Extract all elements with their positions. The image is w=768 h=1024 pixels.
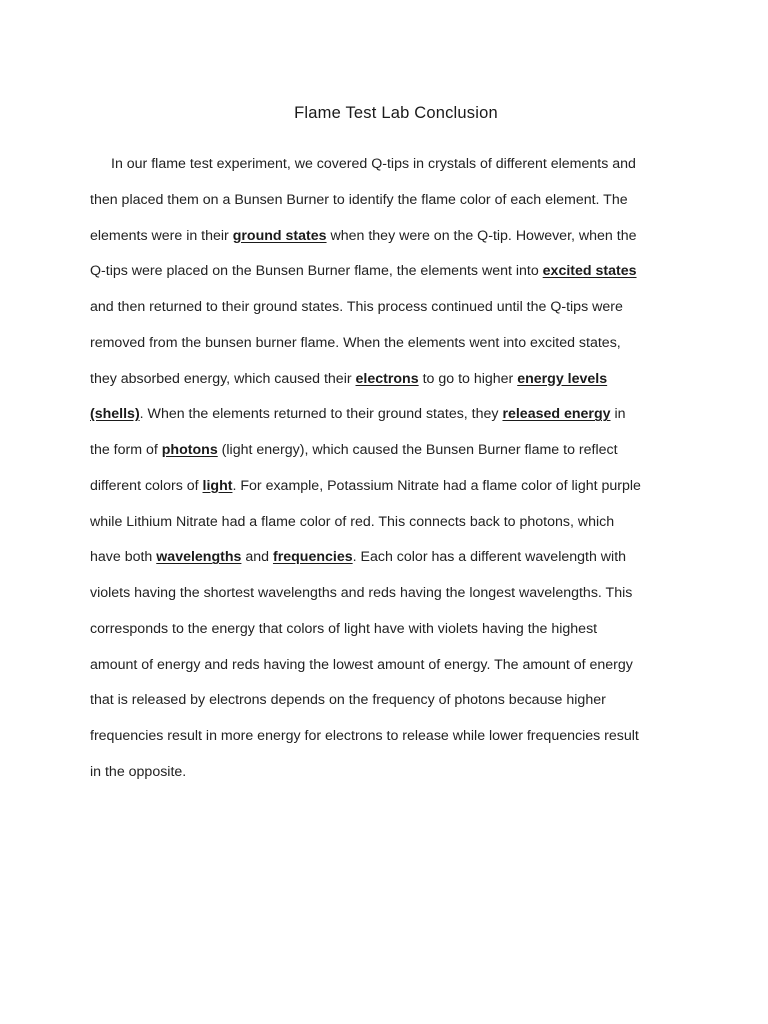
paragraph-line: [90, 612, 690, 648]
text-run: while Lithium Nitrate had a flame color of red. This connects back to photons, which: [90, 513, 615, 530]
paragraph-line: [90, 648, 690, 684]
paragraph-line: [90, 254, 690, 290]
paragraph-line: [90, 540, 690, 576]
text-run: different colors of: [90, 477, 203, 494]
paragraph-line: [90, 719, 690, 755]
text-run: removed from the bunsen burner flame. When the elements went into excited states,: [90, 334, 621, 351]
text-run: . Each color has a different wavelength with: [352, 549, 627, 566]
paragraph-line: [90, 290, 690, 326]
key-term: (shells): [90, 406, 140, 423]
text-run: then placed them on a Bunsen Burner to identify the flame color of each element. The: [90, 191, 628, 208]
text-run: the form of: [90, 442, 162, 458]
text-run: have both: [90, 549, 157, 566]
conclusion-paragraph: [90, 147, 690, 791]
paragraph-line: [90, 755, 690, 791]
text-run: corresponds to the energy that colors of light have with violets having the highest: [90, 620, 598, 637]
text-run: when they were on the Q-tip. However, when the: [326, 227, 637, 244]
key-term: excited states: [542, 263, 637, 280]
key-term: light: [202, 477, 233, 494]
paragraph-line: [90, 505, 690, 541]
document-title: Flame Test Lab Conclusion: [294, 104, 498, 122]
paragraph-line: [90, 469, 690, 505]
text-run: and: [241, 549, 273, 566]
text-run: that is released by electrons depends on the frequency of photons because higher: [90, 692, 606, 709]
key-term: released energy: [502, 406, 611, 423]
text-run: in: [610, 406, 626, 423]
text-run: Q-tips were placed on the Bunsen Burner flame, the elements went into: [90, 263, 543, 280]
text-run: In our flame test experiment, we covered Q-tips in crystals of different elements and: [111, 156, 636, 172]
paragraph-line: [90, 397, 690, 433]
key-term: ground states: [232, 227, 327, 244]
paragraph-line: [90, 362, 690, 398]
text-run: (light energy), which caused the Bunsen Burner flame to reflect: [217, 442, 618, 458]
text-run: to go to higher: [418, 370, 518, 387]
text-run: elements were in their: [90, 227, 233, 244]
paragraph-line: [90, 683, 690, 719]
key-term: frequencies: [272, 549, 353, 566]
text-run: they absorbed energy, which caused their: [90, 370, 356, 387]
paragraph-line: [90, 147, 690, 183]
text-run: violets having the shortest wavelengths and reds having the longest wavelengths. This: [90, 585, 633, 601]
key-term: electrons: [355, 370, 419, 387]
text-run: . For example, Potassium Nitrate had a flame color of light purple: [232, 477, 641, 494]
text-run: frequencies result in more energy for electrons to release while lower frequencies result: [90, 728, 639, 744]
text-run: in the opposite.: [90, 763, 187, 780]
paragraph-line: [90, 326, 690, 362]
text-run: amount of energy and reds having the lowest amount of energy. The amount of energy: [90, 656, 633, 673]
text-run: . When the elements returned to their ground states, they: [139, 406, 503, 423]
key-term: energy levels: [517, 370, 608, 387]
text-run: and then returned to their ground states. This process continued until the Q-tips were: [90, 299, 623, 315]
key-term: wavelengths: [156, 549, 242, 566]
paragraph-line: [90, 433, 690, 469]
paragraph-line: [90, 183, 690, 219]
paragraph-line: [90, 219, 690, 255]
key-term: photons: [161, 442, 218, 458]
paragraph-line: [90, 576, 690, 612]
